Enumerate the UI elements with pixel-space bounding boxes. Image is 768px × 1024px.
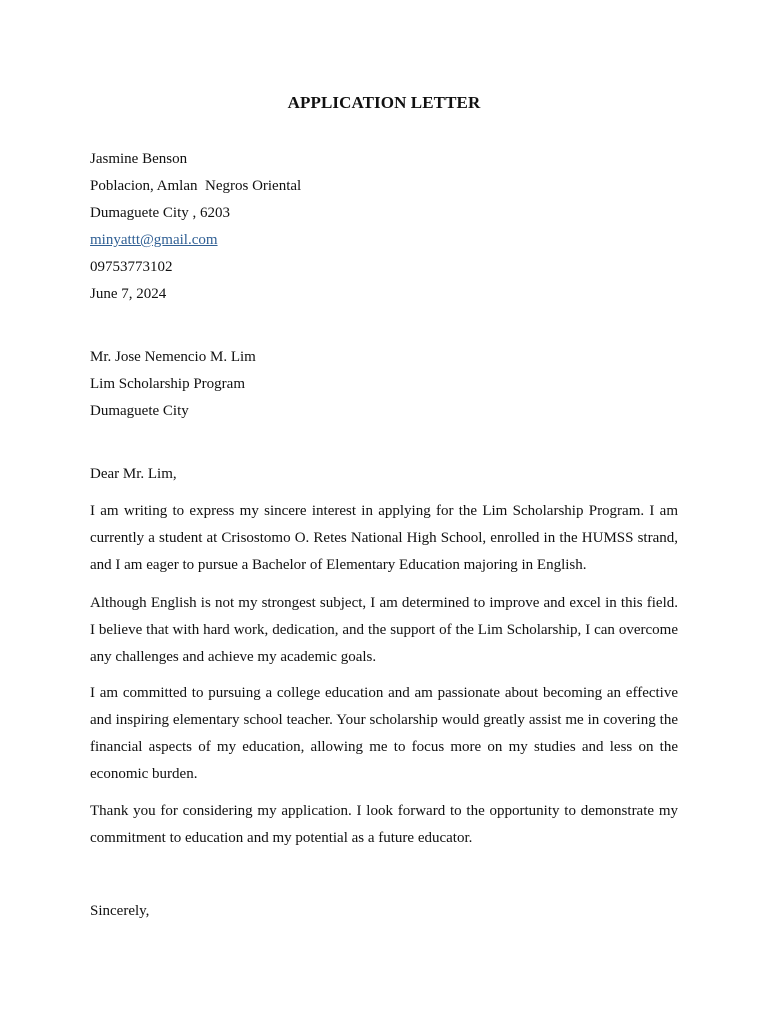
sender-address-line2: Dumaguete City , 6203 <box>90 205 230 221</box>
closing-block <box>90 898 678 925</box>
letter-title: APPLICATION LETTER <box>287 93 481 112</box>
sender-address-line1: Poblacion, Amlan Negros Oriental <box>90 178 302 194</box>
body-paragraph-1: I am writing to express my sincere interest in applying for the Lim Scholarship Program. I am currently a student at Crisostomo O. Retes National High School, enrolled in the HUMSS strand, and I am eager to pursue a Bachelor of Elementary Education majoring in English. <box>90 503 678 573</box>
closing: Sincerely, <box>90 903 150 919</box>
recipient-city: Dumaguete City <box>90 403 189 419</box>
letter-date: June 7, 2024 <box>90 286 167 302</box>
recipient-block <box>90 344 678 425</box>
salutation: Dear Mr. Lim, <box>90 466 177 482</box>
sender-name: Jasmine Benson <box>90 151 188 167</box>
sender-phone: 09753773102 <box>90 259 173 275</box>
body-paragraph-2: Although English is not my strongest subject, I am determined to improve and excel in this field. I believe that with hard work, dedication, and the support of the Lim Scholarship, I can overcome any challenges and achieve my academic goals. <box>90 595 678 665</box>
sender-block <box>90 146 678 308</box>
salutation-block <box>90 461 678 488</box>
body-paragraph-4: Thank you for considering my application. I look forward to the opportunity to demonstrate my commitment to education and my potential as a future educator. <box>90 803 678 846</box>
recipient-organization: Lim Scholarship Program <box>90 376 245 392</box>
sender-email-line <box>90 227 678 254</box>
recipient-name: Mr. Jose Nemencio M. Lim <box>90 349 256 365</box>
body-paragraph-3: I am committed to pursuing a college education and am passionate about becoming an effective and inspiring elementary school teacher. Your scholarship would greatly assist me in covering the financial aspects of my education, allowing me to focus more on my studies and less on the economic burden. <box>90 685 678 782</box>
sender-email-link[interactable]: minyattt@gmail.com <box>90 232 218 248</box>
